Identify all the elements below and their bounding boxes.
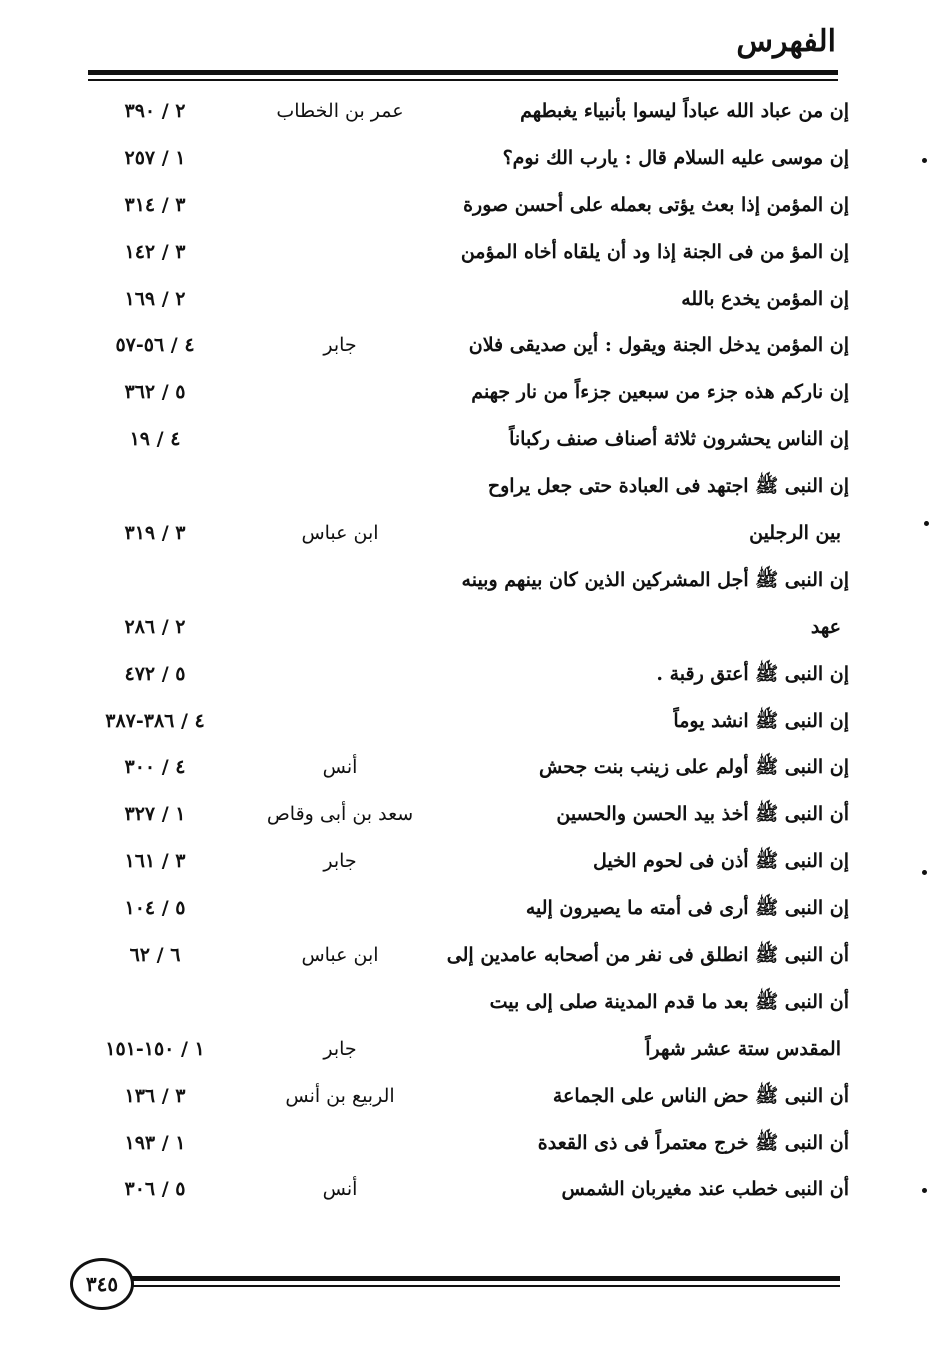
- volume-page-ref: [60, 979, 250, 1026]
- index-row: [0, 510, 931, 557]
- volume-page-ref: ٤ / ٥٦-٥٧: [115, 334, 195, 357]
- hadith-text: إن النبى ﷺ أعتق رقبة .: [656, 662, 849, 685]
- volume-page-ref: ٦ / ٦٢: [129, 944, 181, 967]
- hadith-text: إن موسى عليه السلام قال : يارب الك نوم؟: [502, 146, 849, 169]
- hadith-text: إن المؤمن يخدع بالله: [681, 287, 849, 310]
- narrator: [230, 885, 450, 932]
- volume-page-ref: ١ / ٢٥٧: [124, 146, 186, 169]
- hadith-text: إن المؤمن إذا بعث يؤتى بعمله على أحسن صورة: [463, 193, 849, 216]
- scan-speck: [922, 158, 927, 163]
- volume-page-ref: ٢ / ١٦٩: [124, 287, 186, 310]
- hadith-text: أن النبى ﷺ خرج معتمراً فى ذى القعدة: [537, 1131, 849, 1154]
- volume-page-ref: ٣ / ١٦١: [124, 850, 186, 873]
- hadith-text: إن النبى ﷺ أذن فى لحوم الخيل: [593, 850, 849, 873]
- hadith-text: بين الرجلين: [749, 522, 841, 545]
- page-number: ٣٤٥: [70, 1258, 134, 1310]
- hadith-text: إن الناس يحشرون ثلاثة أصناف صنف ركباناً: [509, 428, 849, 451]
- narrator: [230, 276, 450, 323]
- index-row: [0, 698, 931, 745]
- volume-page-ref: ٤ / ٣٠٠: [124, 756, 186, 779]
- index-row: [0, 885, 931, 932]
- scan-speck: [922, 1188, 927, 1193]
- index-row: [0, 744, 931, 791]
- index-row: [0, 791, 931, 838]
- narrator: سعد بن أبى وقاص: [266, 803, 414, 826]
- narrator: الربيع بن أنس: [285, 1084, 395, 1107]
- index-row: [0, 651, 931, 698]
- index-row: [0, 182, 931, 229]
- hadith-text: إن النبى ﷺ أجل المشركين الذين كان بينهم وبينه: [461, 568, 849, 591]
- volume-page-ref: ١ / ١٥٠-١٥١: [105, 1037, 205, 1060]
- volume-page-ref: ٢ / ٢٨٦: [124, 615, 186, 638]
- volume-page-ref: ٥ / ٤٧٢: [124, 662, 186, 685]
- volume-page-ref: ٣ / ١٤٢: [124, 240, 186, 263]
- index-row: [0, 1120, 931, 1167]
- index-row: [0, 276, 931, 323]
- volume-page-ref: [60, 557, 250, 604]
- index-row: [0, 416, 931, 463]
- volume-page-ref: ١ / ١٩٣: [124, 1131, 186, 1154]
- footer-rule-thick: [132, 1276, 840, 1281]
- header-rule-thick: [88, 70, 838, 75]
- index-row: [0, 838, 931, 885]
- volume-page-ref: ٣ / ٣١٩: [124, 522, 186, 545]
- volume-page-ref: ٢ / ٣٩٠: [124, 100, 186, 122]
- narrator: أنس: [322, 1178, 358, 1201]
- narrator: عمر بن الخطاب: [276, 100, 404, 122]
- hadith-text: المقدس ستة عشر شهراً: [645, 1037, 841, 1060]
- index-row: [0, 463, 931, 510]
- scan-speck: [922, 870, 927, 875]
- index-row: [0, 135, 931, 182]
- narrator: [230, 698, 450, 745]
- footer-rule-thin: [132, 1285, 840, 1287]
- index-row: [0, 88, 931, 135]
- hadith-text: إن المؤمن يدخل الجنة ويقول : أين صديقى فلان: [468, 334, 849, 357]
- volume-page-ref: ٤ / ٣٨٦-٣٨٧: [105, 709, 205, 732]
- narrator: [230, 416, 450, 463]
- narrator: [230, 651, 450, 698]
- index-row: [0, 322, 931, 369]
- index-row: [0, 932, 931, 979]
- hadith-text: أن النبى ﷺ بعد ما قدم المدينة صلى إلى بيت: [489, 990, 849, 1013]
- volume-page-ref: ٥ / ١٠٤: [124, 897, 186, 920]
- hadith-text: أن النبى ﷺ حض الناس على الجماعة: [552, 1084, 849, 1107]
- narrator: [230, 979, 450, 1026]
- narrator: [230, 557, 450, 604]
- index-row: [0, 604, 931, 651]
- scan-speck: [924, 521, 929, 526]
- volume-page-ref: ٣ / ١٣٦: [124, 1084, 186, 1107]
- volume-page-ref: ١ / ٣٢٧: [124, 803, 186, 826]
- hadith-text: عهد: [810, 615, 841, 638]
- hadith-text: إن النبى ﷺ اجتهد فى العبادة حتى جعل يراوح: [487, 475, 849, 498]
- index-row: [0, 557, 931, 604]
- narrator: [230, 135, 450, 182]
- narrator: جابر: [323, 1037, 357, 1060]
- narrator: جابر: [323, 850, 357, 873]
- narrator: أنس: [322, 756, 358, 779]
- hadith-text: أن النبى خطب عند مغيربان الشمس: [561, 1178, 849, 1201]
- page-header-title: الفهرس: [736, 24, 836, 59]
- hadith-text: إن المؤ من فى الجنة إذا ود أن يلقاه أخاه المؤمن: [460, 240, 849, 263]
- index-row: [0, 979, 931, 1026]
- index-row: [0, 1026, 931, 1073]
- hadith-text: إن النبى ﷺ أولم على زينب بنت جحش: [539, 756, 849, 779]
- volume-page-ref: ٤ / ١٩: [129, 428, 181, 451]
- narrator: [230, 229, 450, 276]
- header-rule-thin: [88, 79, 838, 81]
- volume-page-ref: ٥ / ٣٠٦: [124, 1178, 186, 1201]
- hadith-text: إن ناركم هذه جزء من سبعين جزءاً من نار جهنم: [471, 381, 849, 404]
- index-row: [0, 1073, 931, 1120]
- narrator: [230, 1120, 450, 1167]
- hadith-text: أن النبى ﷺ انطلق فى نفر من أصحابه عامدين إلى: [446, 944, 849, 967]
- narrator: [230, 604, 450, 651]
- narrator: جابر: [323, 334, 357, 357]
- volume-page-ref: [60, 463, 250, 510]
- index-row: [0, 229, 931, 276]
- hadith-text: أن النبى ﷺ أخذ بيد الحسن والحسين: [556, 803, 849, 826]
- hadith-text: إن النبى ﷺ انشد يوماً: [673, 709, 849, 732]
- narrator: [230, 463, 450, 510]
- narrator: [230, 182, 450, 229]
- volume-page-ref: ٣ / ٣١٤: [124, 193, 186, 216]
- index-table: [0, 88, 931, 1213]
- index-row: [0, 1166, 931, 1213]
- narrator: ابن عباس: [301, 522, 379, 545]
- narrator: [230, 369, 450, 416]
- narrator: ابن عباس: [301, 944, 379, 967]
- hadith-text: إن النبى ﷺ أرى فى أمته ما يصيرون إليه: [525, 897, 849, 920]
- hadith-text: إن من عباد الله عباداً ليسوا بأنبياء يغبطهم: [520, 100, 849, 122]
- index-row: [0, 369, 931, 416]
- volume-page-ref: ٥ / ٣٦٢: [124, 381, 186, 404]
